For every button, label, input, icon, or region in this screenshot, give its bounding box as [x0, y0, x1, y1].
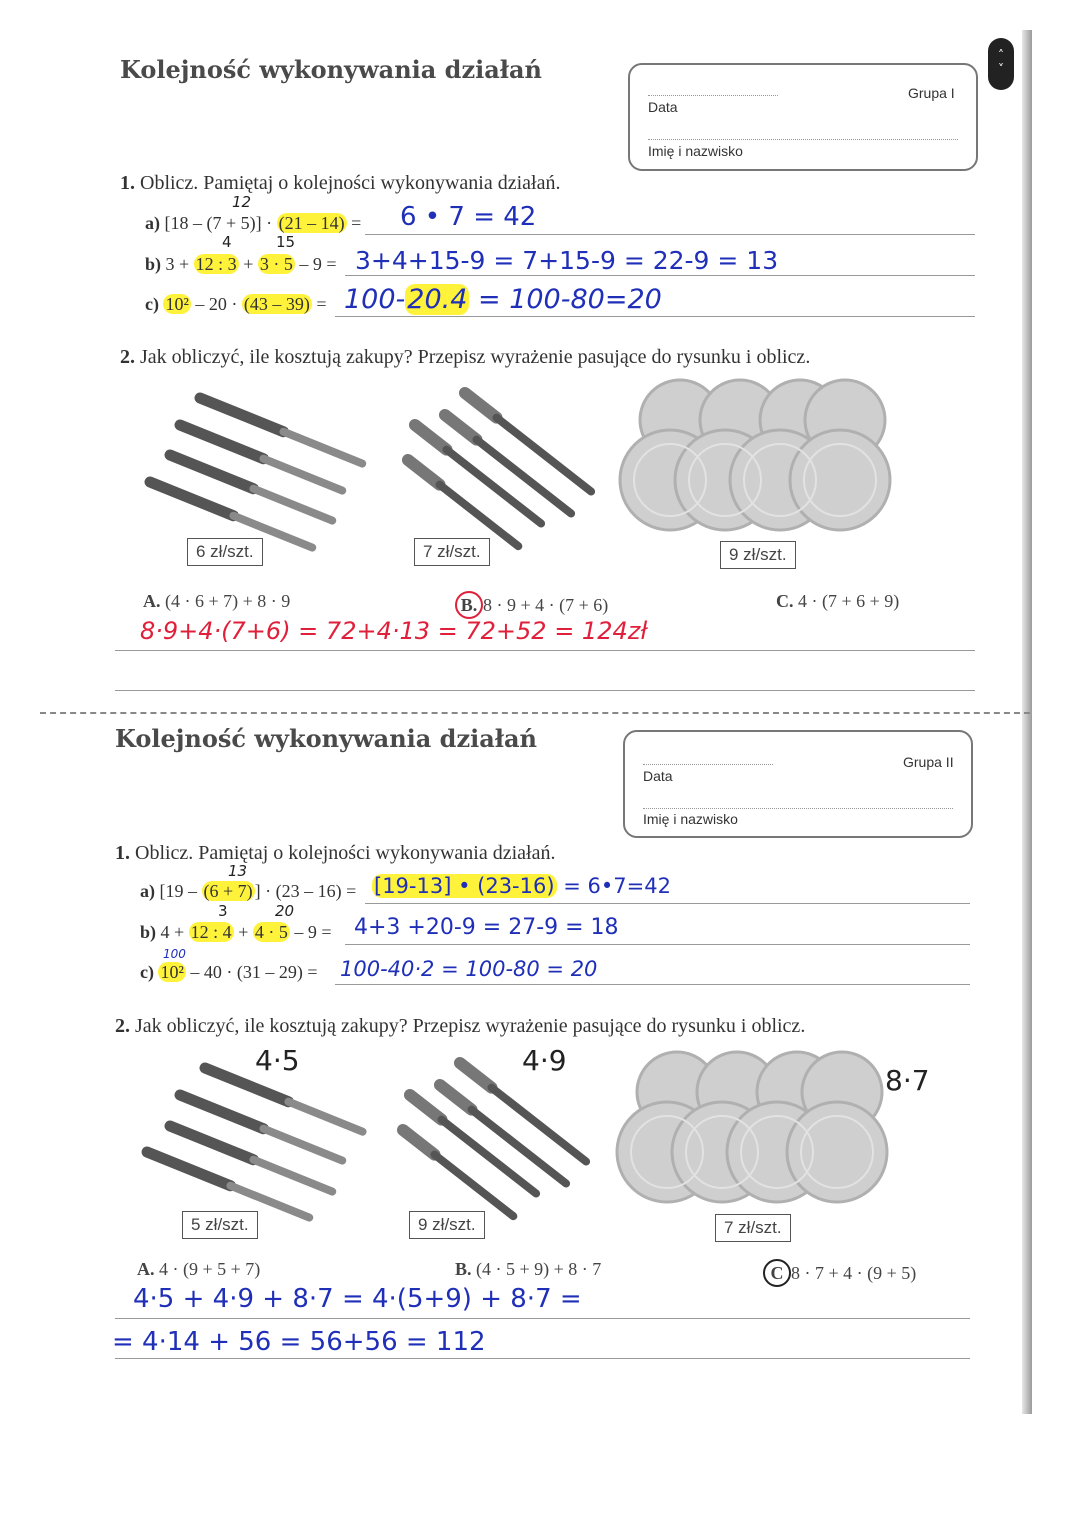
answer-c: 100-40·2 = 100-80 = 20 — [340, 957, 598, 981]
chevron-up-icon[interactable]: ˄ — [998, 48, 1004, 62]
answer-b: 3+4+15-9 = 7+15-9 = 22-9 = 13 — [355, 246, 779, 275]
task-2-answer-line-1: 4·5 + 4·9 + 8·7 = 4·(5+9) + 8·7 = — [133, 1284, 582, 1314]
answer-c: 100-20.4 = 100-80=20 — [344, 284, 662, 315]
plates-illustration — [615, 380, 900, 540]
task-1-heading: 1. Oblicz. Pamiętaj o kolejności wykonywania działań. — [115, 842, 556, 864]
answer-a: 6 • 7 = 42 — [400, 202, 537, 232]
note-13: 13 — [228, 862, 248, 880]
task-2-answer: 8·9+4·(7+6) = 72+4·13 = 72+52 = 124zł — [140, 617, 648, 645]
date-label: Data — [643, 768, 673, 784]
option-b: B. (4 · 5 + 9) + 8 · 7 — [455, 1259, 602, 1279]
task-text: Oblicz. Pamiętaj o kolejności wykonywania działań. — [140, 172, 561, 194]
option-c: C 8 · 7 + 4 · (9 + 5) — [763, 1259, 916, 1287]
knives-illustration — [135, 1060, 375, 1200]
note-3: 3 — [218, 902, 228, 920]
worksheet-title: Kolejność wykonywania działań — [120, 55, 542, 84]
plates-illustration — [612, 1052, 897, 1212]
task-2-answer-line-2: = 4·14 + 56 = 56+56 = 112 — [112, 1327, 486, 1357]
task-1-heading — [120, 172, 560, 195]
option-a: A. (4 · 6 + 7) + 8 · 9 — [143, 591, 291, 611]
price-knife: 5 zł/szt. — [182, 1211, 258, 1239]
price-plate: 9 zł/szt. — [720, 541, 796, 569]
price-plate: 7 zł/szt. — [715, 1214, 791, 1242]
note-knives: 4·5 — [255, 1044, 300, 1077]
note-12: 12 — [232, 193, 252, 211]
chevron-down-icon[interactable]: ˅ — [998, 62, 1004, 76]
student-info-box — [623, 730, 973, 838]
note-forks: 4·9 — [522, 1044, 567, 1077]
price-knife: 6 zł/szt. — [187, 538, 263, 566]
date-label: Data — [648, 99, 678, 115]
expression-c: c) 10² – 40 · (31 – 29) = — [140, 962, 318, 982]
task-number: 1. — [120, 172, 135, 194]
forks-illustration — [395, 1055, 605, 1215]
expression-b: b) 3 + 12 : 3 + 3 · 5 – 9 = — [145, 254, 337, 274]
expression-a: a) [19 – (6 + 7) ] · (23 – 16) = — [140, 881, 357, 901]
note-15: 15 — [276, 233, 296, 251]
page-edge — [1022, 30, 1032, 1414]
student-info-box — [628, 63, 978, 171]
note-plates: 8·7 — [885, 1064, 930, 1097]
group-label: Grupa II — [903, 754, 954, 770]
option-a: A. 4 · (9 + 5 + 7) — [137, 1259, 261, 1279]
scroll-control[interactable] — [988, 38, 1014, 90]
note-4: 4 — [222, 233, 232, 251]
answer-b: 4+3 +20-9 = 27-9 = 18 — [354, 915, 619, 940]
task-2-heading: 2. Jak obliczyć, ile kosztują zakupy? Przepisz wyrażenie pasujące do rysunku i oblicz. — [115, 1015, 806, 1037]
forks-illustration — [400, 385, 610, 545]
option-b: B. 8 · 9 + 4 · (7 + 6) — [455, 591, 608, 619]
answer-a: [19-13] • (23-16) = 6•7=42 — [374, 874, 671, 898]
task-2-heading: 2. Jak obliczyć, ile kosztują zakupy? Przepisz wyrażenie pasujące do rysunku i oblicz. — [120, 346, 811, 368]
expression-b: b) 4 + 12 : 4 + 4 · 5 – 9 = — [140, 922, 332, 942]
price-fork: 9 zł/szt. — [409, 1211, 485, 1239]
knives-illustration — [140, 390, 380, 530]
worksheet-title: Kolejność wykonywania działań — [115, 724, 537, 753]
name-label: Imię i nazwisko — [643, 811, 738, 827]
name-label: Imię i nazwisko — [648, 143, 743, 159]
note-100: 100 — [163, 947, 186, 961]
expression-c: c) 10² – 20 · (43 – 39) = — [145, 294, 327, 314]
cut-line — [40, 712, 1030, 714]
note-20: 20 — [275, 902, 295, 920]
expression-a: a) [18 – (7 + 5)] · (21 – 14) = — [145, 213, 362, 233]
price-fork: 7 zł/szt. — [414, 538, 490, 566]
option-c: C. 4 · (7 + 6 + 9) — [776, 591, 900, 611]
group-label: Grupa I — [908, 85, 955, 101]
